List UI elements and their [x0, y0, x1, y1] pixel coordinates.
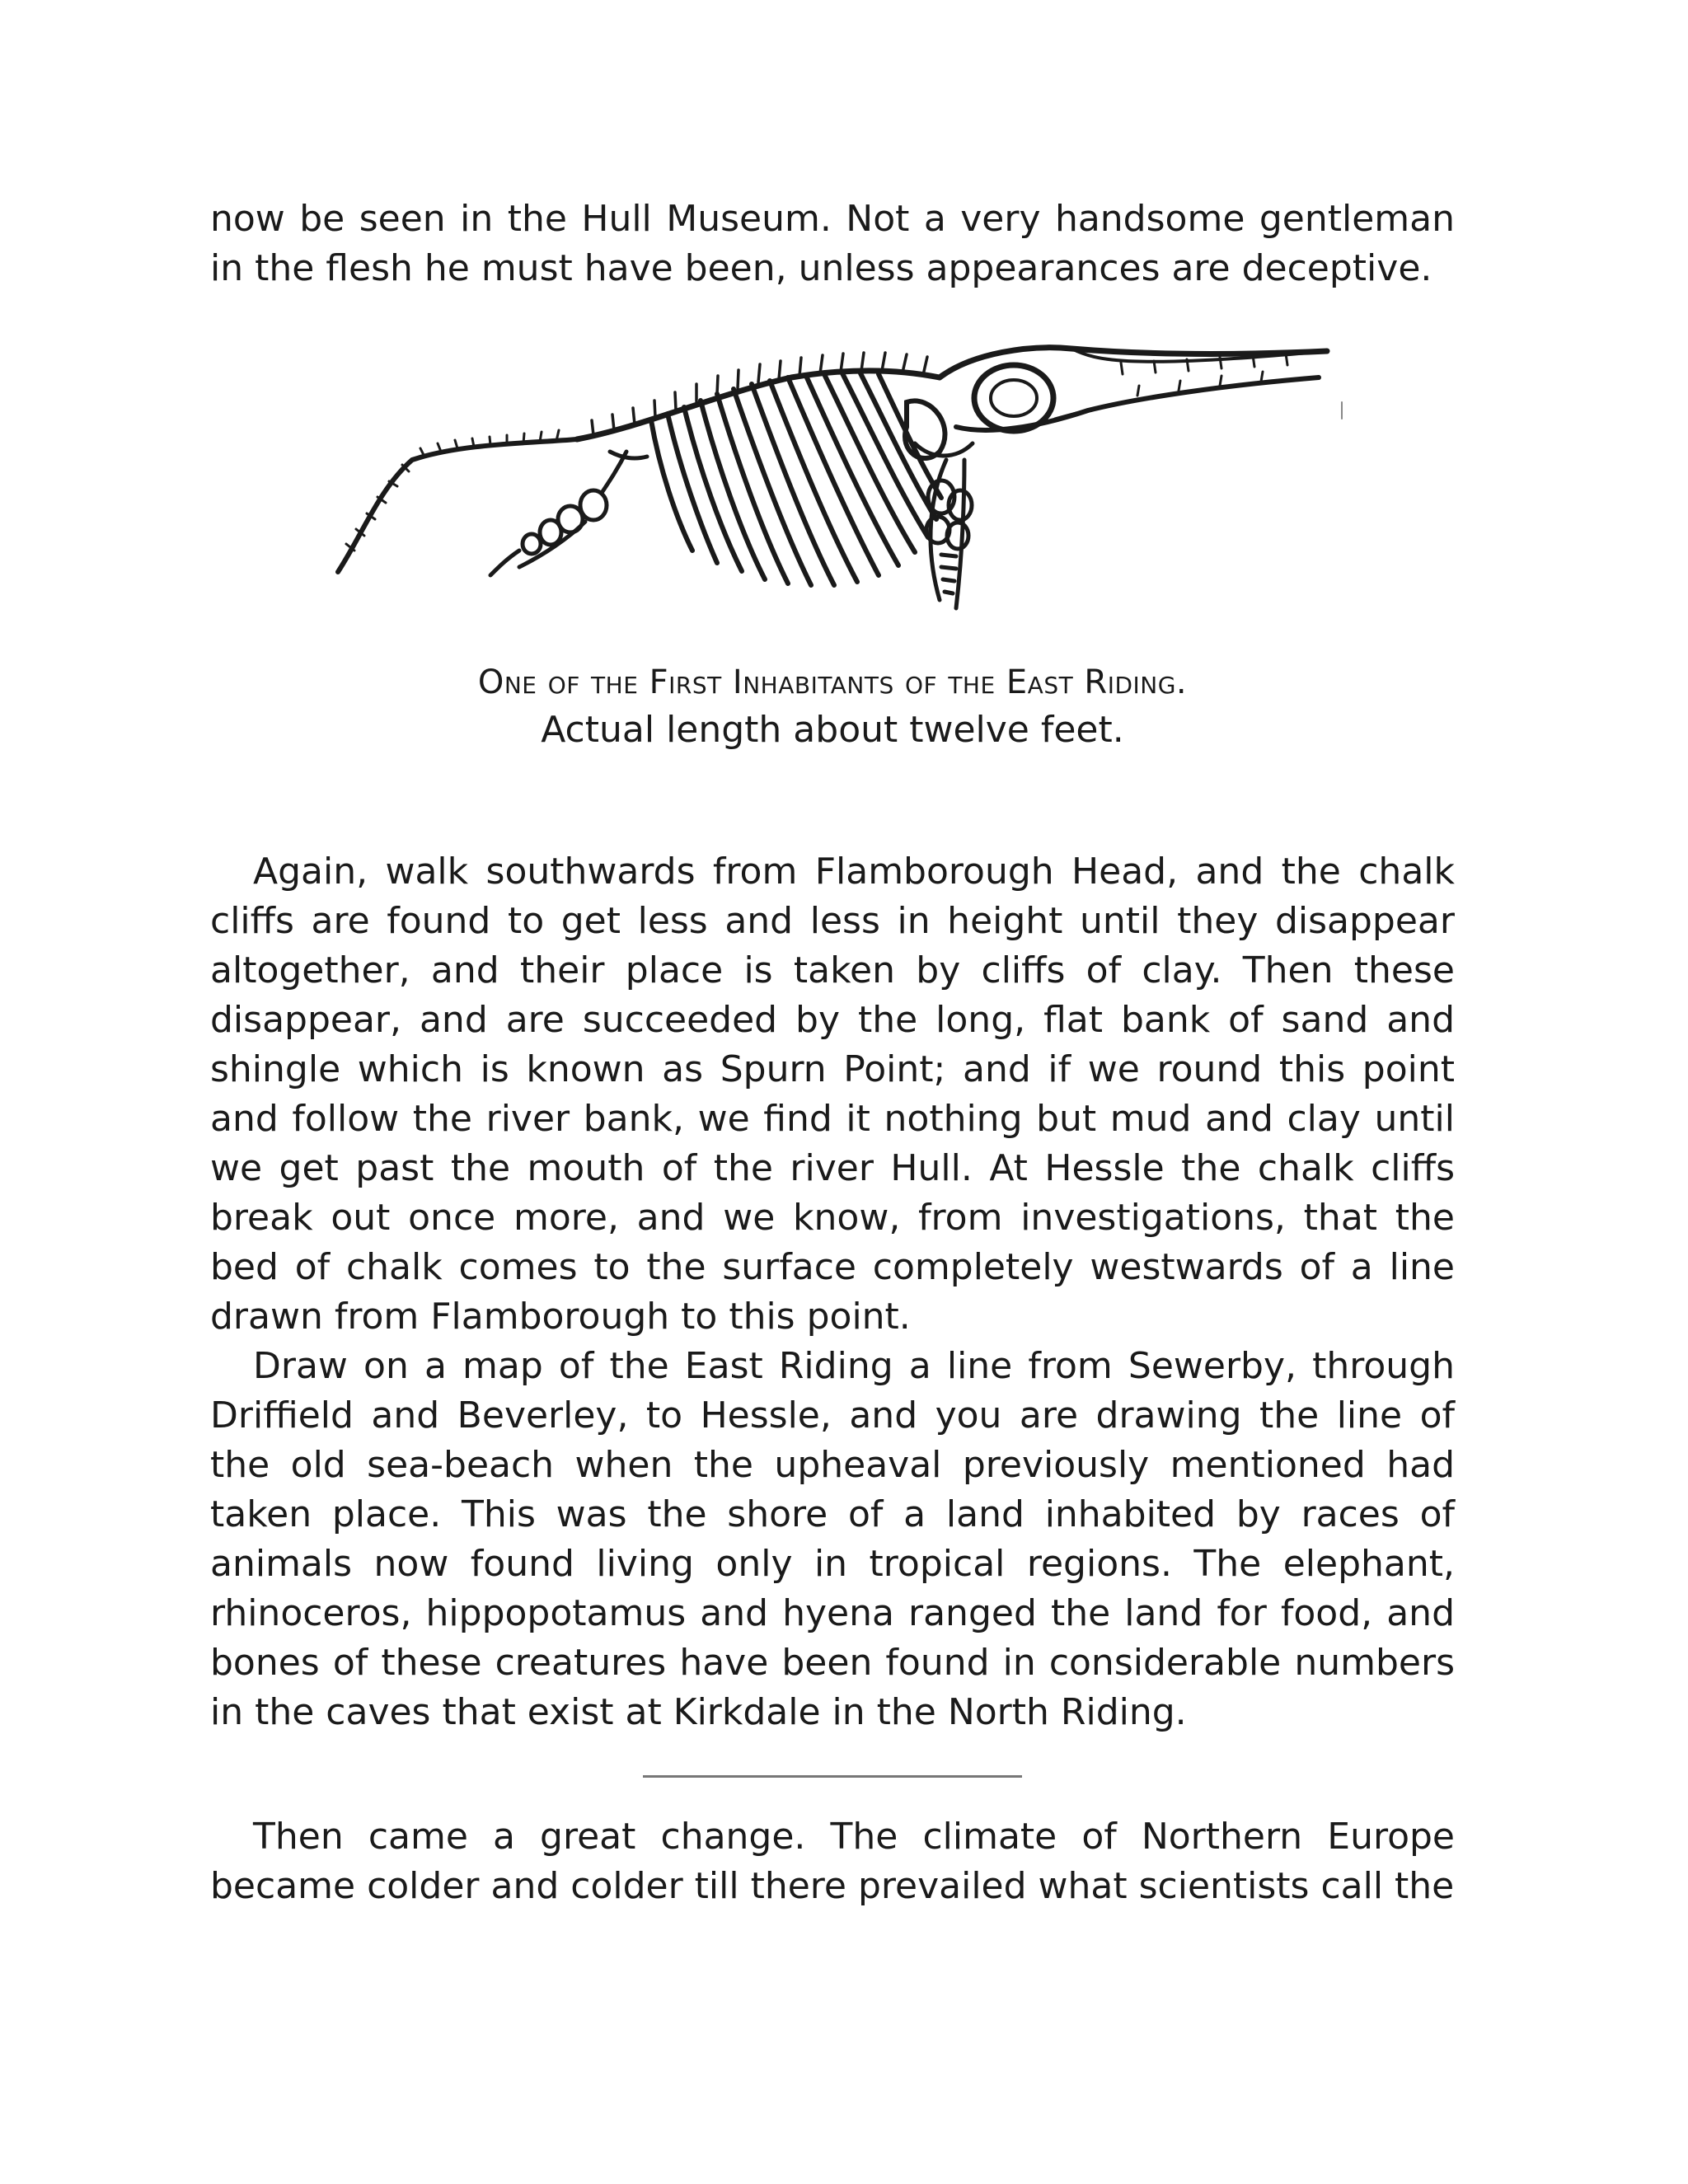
caption-title: One of the First Inhabitants of the East Riding. [477, 663, 1188, 701]
paragraph-sea-beach: Draw on a map of the East Riding a line from Sewerby, through Driffield and Beverley, to Hessle, and you are drawing the line of the old sea-beach when the upheaval previously mentioned had taken place. This was the shore of a land inhabited by races of animals now found living only in tropical regions. The elephant, rhinoceros, hippopotamus and hyena ranged the land for food, and bones of these creatures have been found in considerable numbers in the caves that exist at Kirkdale in the North Riding. [210, 1345, 1455, 1733]
paragraph-flamborough: Again, walk southwards from Flamborough Head, and the chalk cliffs are found to get less and less in height until they disappear altogether, and their place is taken by cliffs of clay. Then these disappear, and are succeeded by the long, flat bank of sand and shingle which is known as Spurn Point; and if we round this point and follow the river bank, we find it nothing but mud and clay until we get past the mouth of the river Hull. At Hessle the chalk cliffs break out once more, and we know, from investigations, that the bed of chalk comes to the surface completely westwards of a line drawn from Flamborough to this point. [210, 851, 1455, 1338]
ichthyosaur-skeleton-illustration [330, 328, 1343, 658]
caption-subtitle: Actual length about twelve feet. [541, 709, 1124, 751]
ichthyosaur-figure [210, 328, 1455, 847]
paragraph-great-change: Then came a great change. The climate of Northern Europe became colder and colder till there prevailed what scientists call the [210, 1816, 1455, 1907]
section-divider [643, 1775, 1022, 1778]
figure-caption [210, 658, 1455, 753]
page-content [210, 194, 1455, 1911]
paragraph-continued: now be seen in the Hull Museum. Not a very handsome gentleman in the flesh he must have been, unless appearances are deceptive. [210, 198, 1455, 289]
